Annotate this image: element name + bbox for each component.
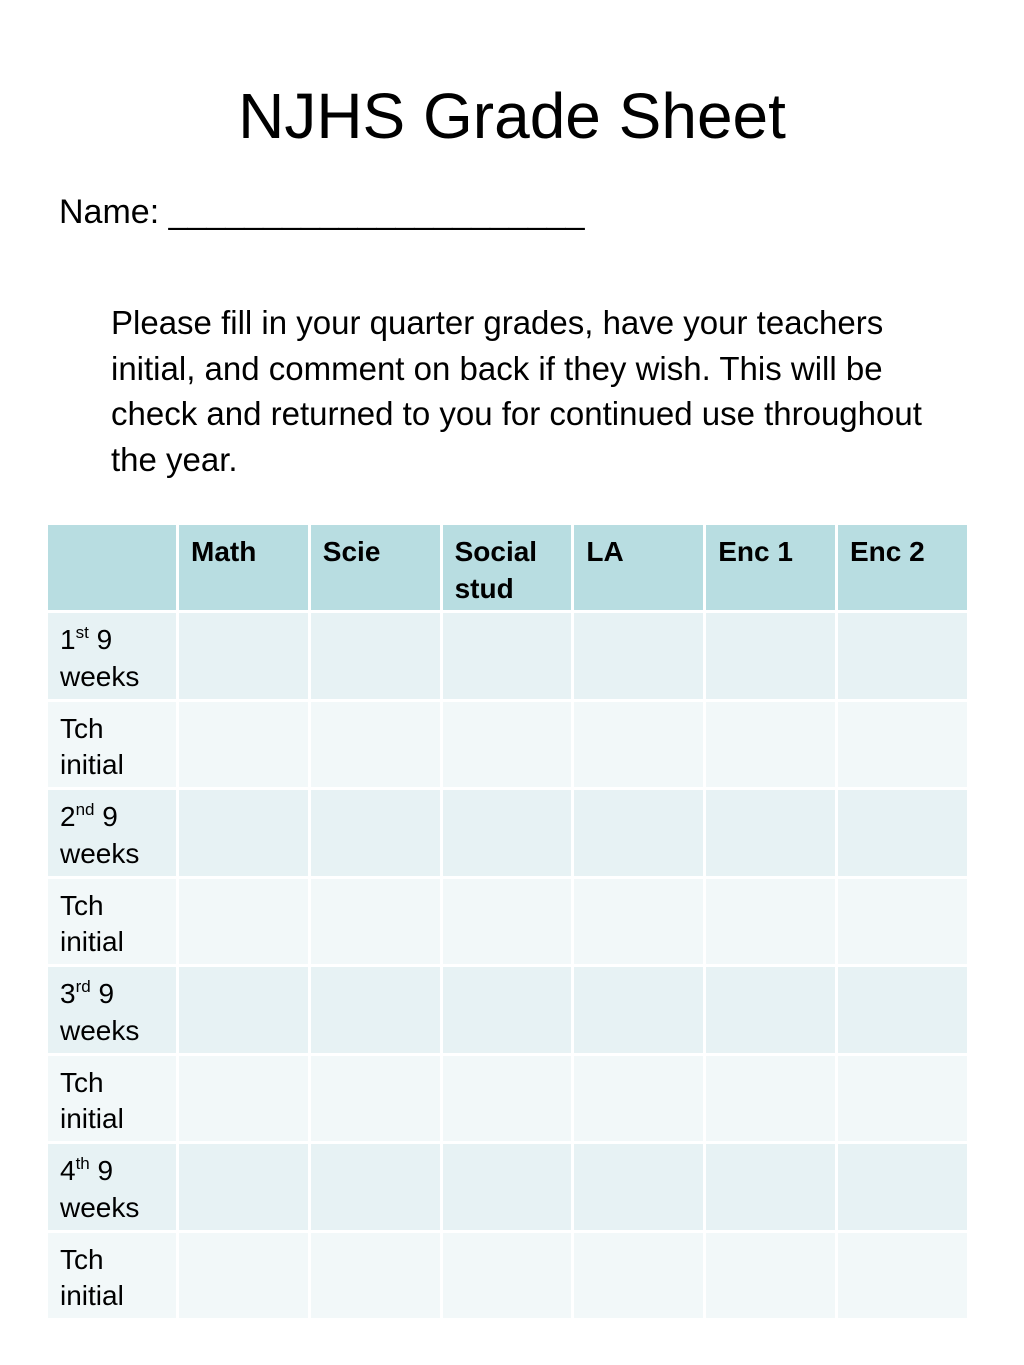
name-label: Name: bbox=[59, 193, 160, 231]
initial-cell-math[interactable] bbox=[178, 1054, 310, 1143]
table-row bbox=[47, 1054, 969, 1143]
grade-cell-enc-2[interactable] bbox=[836, 789, 968, 878]
row-label-cell bbox=[47, 1143, 178, 1232]
grade-cell-social-studies[interactable] bbox=[441, 1143, 573, 1232]
table-row bbox=[47, 877, 969, 966]
initial-cell-science[interactable] bbox=[309, 700, 441, 789]
row-ordinal-suffix: st bbox=[75, 623, 89, 642]
name-field[interactable] bbox=[59, 190, 585, 234]
grade-cell-science[interactable] bbox=[309, 1143, 441, 1232]
grade-table bbox=[45, 522, 970, 1321]
row-label-rest: 9 weeks bbox=[60, 1155, 140, 1223]
header-enc-2: Enc 2 bbox=[836, 524, 968, 612]
row-ordinal-suffix: rd bbox=[75, 977, 91, 996]
header-social-studies: Social stud bbox=[441, 524, 573, 612]
initial-cell-math[interactable] bbox=[178, 1231, 310, 1320]
row-label-cell: Tch initial bbox=[47, 1054, 178, 1143]
grade-cell-language-arts[interactable] bbox=[573, 789, 705, 878]
initial-cell-social-studies[interactable] bbox=[441, 1231, 573, 1320]
row-ordinal-number: 3 bbox=[60, 978, 76, 1009]
row-ordinal-number: 4 bbox=[60, 1155, 76, 1186]
initial-cell-social-studies[interactable] bbox=[441, 1054, 573, 1143]
grade-cell-science[interactable] bbox=[309, 966, 441, 1055]
instructions-text: Please fill in your quarter grades, have your teachers initial, and comment on back if they wish. This will be check and returned to you for continued use throughout the year. bbox=[111, 304, 922, 478]
grade-cell-enc-2[interactable] bbox=[836, 1143, 968, 1232]
row-ordinal-number: 2 bbox=[60, 801, 76, 832]
page-title: NJHS Grade Sheet bbox=[238, 80, 786, 152]
grade-cell-enc-1[interactable] bbox=[705, 966, 837, 1055]
grade-cell-enc-1[interactable] bbox=[705, 789, 837, 878]
initial-cell-language-arts[interactable] bbox=[573, 877, 705, 966]
initial-cell-social-studies[interactable] bbox=[441, 700, 573, 789]
grade-cell-science[interactable] bbox=[309, 789, 441, 878]
row-ordinal-suffix: th bbox=[75, 1154, 90, 1173]
header-science: Scie bbox=[309, 524, 441, 612]
table-row bbox=[47, 789, 969, 878]
grade-cell-math[interactable] bbox=[178, 612, 310, 701]
grade-cell-math[interactable] bbox=[178, 966, 310, 1055]
grade-cell-math[interactable] bbox=[178, 789, 310, 878]
initial-cell-enc-1[interactable] bbox=[705, 700, 837, 789]
grade-cell-language-arts[interactable] bbox=[573, 966, 705, 1055]
grade-cell-enc-1[interactable] bbox=[705, 1143, 837, 1232]
grade-cell-social-studies[interactable] bbox=[441, 966, 573, 1055]
grade-cell-social-studies[interactable] bbox=[441, 789, 573, 878]
row-ordinal-number: 1 bbox=[60, 624, 76, 655]
table-header-row bbox=[47, 524, 969, 612]
grade-cell-social-studies[interactable] bbox=[441, 612, 573, 701]
table-row bbox=[47, 1231, 969, 1320]
table-row bbox=[47, 612, 969, 701]
row-ordinal-suffix: nd bbox=[75, 800, 95, 819]
initial-cell-enc-2[interactable] bbox=[836, 877, 968, 966]
grade-cell-enc-2[interactable] bbox=[836, 612, 968, 701]
grade-cell-enc-1[interactable] bbox=[705, 612, 837, 701]
grade-cell-language-arts[interactable] bbox=[573, 1143, 705, 1232]
initial-cell-language-arts[interactable] bbox=[573, 700, 705, 789]
row-label-cell: Tch initial bbox=[47, 877, 178, 966]
initial-cell-science[interactable] bbox=[309, 1231, 441, 1320]
grade-cell-science[interactable] bbox=[309, 612, 441, 701]
row-label-cell bbox=[47, 612, 178, 701]
header-math: Math bbox=[178, 524, 310, 612]
initial-cell-enc-2[interactable] bbox=[836, 1231, 968, 1320]
header-enc-1: Enc 1 bbox=[705, 524, 837, 612]
grade-cell-language-arts[interactable] bbox=[573, 612, 705, 701]
initial-cell-enc-1[interactable] bbox=[705, 1054, 837, 1143]
initial-cell-language-arts[interactable] bbox=[573, 1231, 705, 1320]
initial-cell-science[interactable] bbox=[309, 877, 441, 966]
name-blank-line[interactable]: ______________________ bbox=[168, 193, 585, 231]
header-corner-cell bbox=[47, 524, 178, 612]
initial-cell-math[interactable] bbox=[178, 877, 310, 966]
row-label-rest: 9 weeks bbox=[60, 801, 140, 869]
row-label-cell bbox=[47, 789, 178, 878]
initial-cell-math[interactable] bbox=[178, 700, 310, 789]
row-label-cell: Tch initial bbox=[47, 700, 178, 789]
grade-cell-math[interactable] bbox=[178, 1143, 310, 1232]
initial-cell-science[interactable] bbox=[309, 1054, 441, 1143]
row-label-cell: Tch initial bbox=[47, 1231, 178, 1320]
table-row bbox=[47, 700, 969, 789]
grade-cell-enc-2[interactable] bbox=[836, 966, 968, 1055]
table-row bbox=[47, 966, 969, 1055]
initial-cell-social-studies[interactable] bbox=[441, 877, 573, 966]
initial-cell-language-arts[interactable] bbox=[573, 1054, 705, 1143]
initial-cell-enc-2[interactable] bbox=[836, 700, 968, 789]
table-row bbox=[47, 1143, 969, 1232]
initial-cell-enc-2[interactable] bbox=[836, 1054, 968, 1143]
row-label-cell bbox=[47, 966, 178, 1055]
row-label-rest: 9 weeks bbox=[60, 978, 140, 1046]
row-label-rest: 9 weeks bbox=[60, 624, 140, 692]
initial-cell-enc-1[interactable] bbox=[705, 1231, 837, 1320]
initial-cell-enc-1[interactable] bbox=[705, 877, 837, 966]
header-language-arts: LA bbox=[573, 524, 705, 612]
